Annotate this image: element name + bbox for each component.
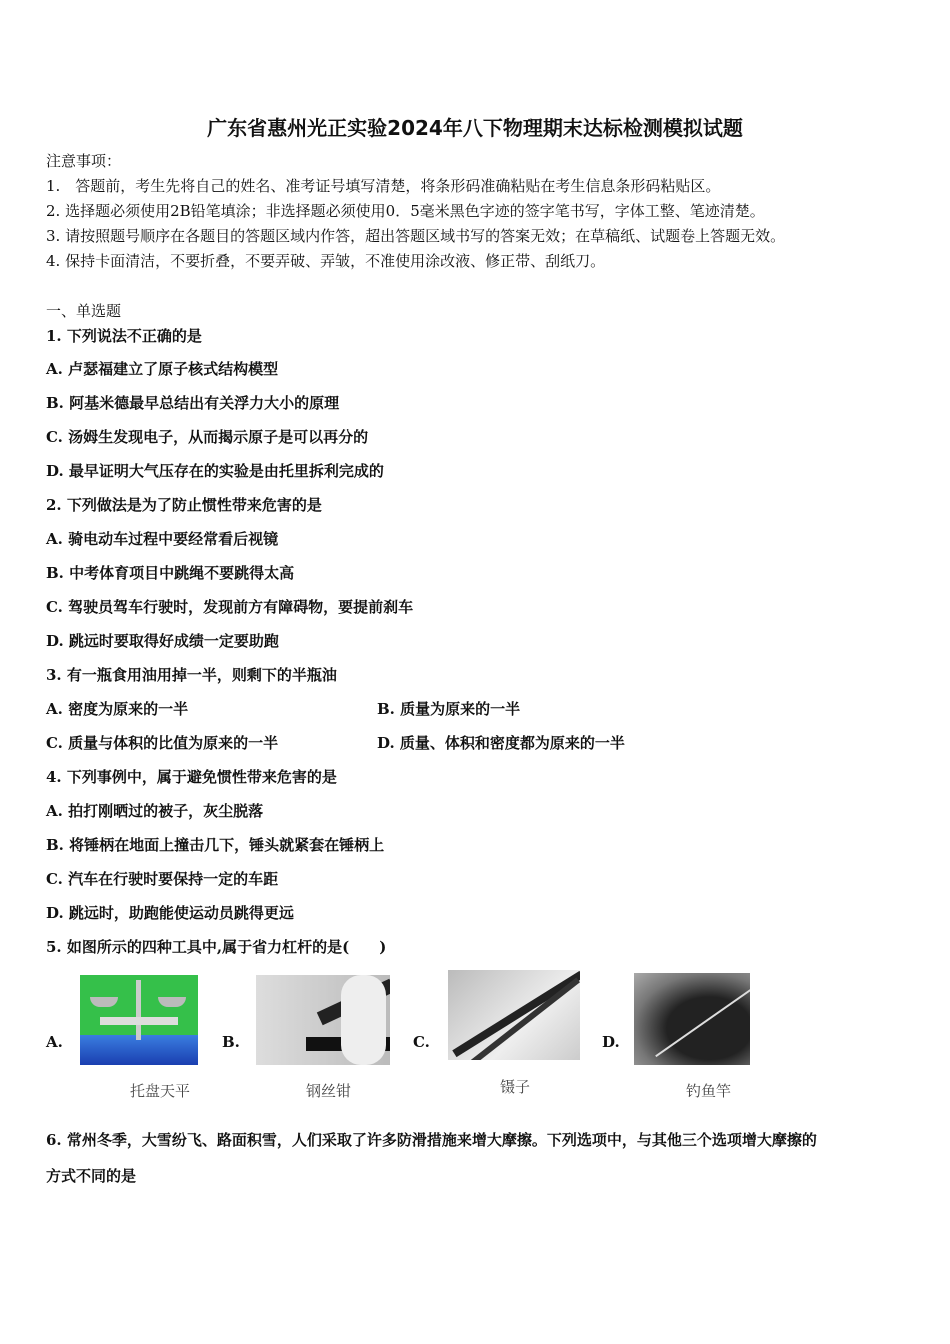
- image-caption: 镊子: [500, 1078, 531, 1096]
- notice-item: 4. 保持卡面清洁，不要折叠，不要弄破、弄皱，不准使用涂改液、修正带、刮纸刀。: [46, 252, 606, 270]
- question-4: 4. 下列事例中，属于避免惯性带来危害的是: [46, 768, 337, 786]
- option: A. 骑电动车过程中要经常看后视镜: [46, 530, 279, 548]
- fishing-rod-image: [634, 973, 750, 1065]
- pliers-image: [256, 975, 390, 1065]
- image-caption: 托盘天平: [130, 1082, 191, 1100]
- option: C. 质量与体积的比值为原来的一半: [46, 734, 279, 752]
- question-1: 1. 下列说法不正确的是: [46, 327, 202, 345]
- option: B. 质量为原来的一半: [377, 700, 521, 718]
- tweezers-image: [448, 970, 580, 1060]
- option: A. 卢瑟福建立了原子核式结构模型: [46, 360, 279, 378]
- option: A. 密度为原来的一半: [46, 700, 189, 718]
- image-caption: 钢丝钳: [306, 1082, 352, 1100]
- option: C. 汤姆生发现电子，从而揭示原子是可以再分的: [46, 428, 369, 446]
- option: C. 驾驶员驾车行驶时，发现前方有障碍物，要提前刹车: [46, 598, 414, 616]
- section-heading: 一、单选题: [46, 302, 122, 320]
- question-5: 5. 如图所示的四种工具中,属于省力杠杆的是( ): [46, 938, 387, 956]
- option: D. 质量、体积和密度都为原来的一半: [377, 734, 625, 752]
- notice-heading: 注意事项：: [46, 152, 122, 170]
- question-6-continued: 方式不同的是: [46, 1167, 137, 1185]
- option: D. 最早证明大气压存在的实验是由托里拆利完成的: [46, 462, 384, 480]
- notice-item: 2. 选择题必须使用2B铅笔填涂；非选择题必须使用0．5毫米黑色字迹的签字笔书写，字体工整、笔迹清楚。: [46, 202, 765, 220]
- option: D. 跳远时要取得好成绩一定要助跑: [46, 632, 279, 650]
- option-label: A.: [46, 1033, 63, 1051]
- option: B. 中考体育项目中跳绳不要跳得太高: [46, 564, 295, 582]
- notice-item: 3. 请按照题号顺序在各题目的答题区域内作答，超出答题区域书写的答案无效；在草稿纸、试题卷上答题无效。: [46, 227, 786, 245]
- image-caption: 钓鱼竿: [686, 1082, 732, 1100]
- option: B. 阿基米德最早总结出有关浮力大小的原理: [46, 394, 340, 412]
- balance-scale-image: [80, 975, 198, 1065]
- notice-item: 1. 答题前，考生先将自己的姓名、准考证号填写清楚，将条形码准确粘贴在考生信息条形码粘贴区。: [46, 177, 721, 195]
- option-label: D.: [602, 1033, 620, 1051]
- option: C. 汽车在行驶时要保持一定的车距: [46, 870, 279, 888]
- question-3: 3. 有一瓶食用油用掉一半，则剩下的半瓶油: [46, 666, 337, 684]
- option: B. 将锤柄在地面上撞击几下，锤头就紧套在锤柄上: [46, 836, 385, 854]
- page-title: 广东省惠州光正实验2024年八下物理期末达标检测模拟试题: [207, 116, 743, 140]
- option-label: B.: [222, 1033, 240, 1051]
- question-6: 6. 常州冬季，大雪纷飞、路面积雪，人们采取了许多防滑措施来增大摩擦。下列选项中，与其他三个选项增大摩擦的: [46, 1131, 817, 1149]
- option: D. 跳远时，助跑能使运动员跳得更远: [46, 904, 294, 922]
- question-2: 2. 下列做法是为了防止惯性带来危害的是: [46, 496, 322, 514]
- option-label: C.: [413, 1033, 430, 1051]
- option: A. 拍打刚晒过的被子，灰尘脱落: [46, 802, 264, 820]
